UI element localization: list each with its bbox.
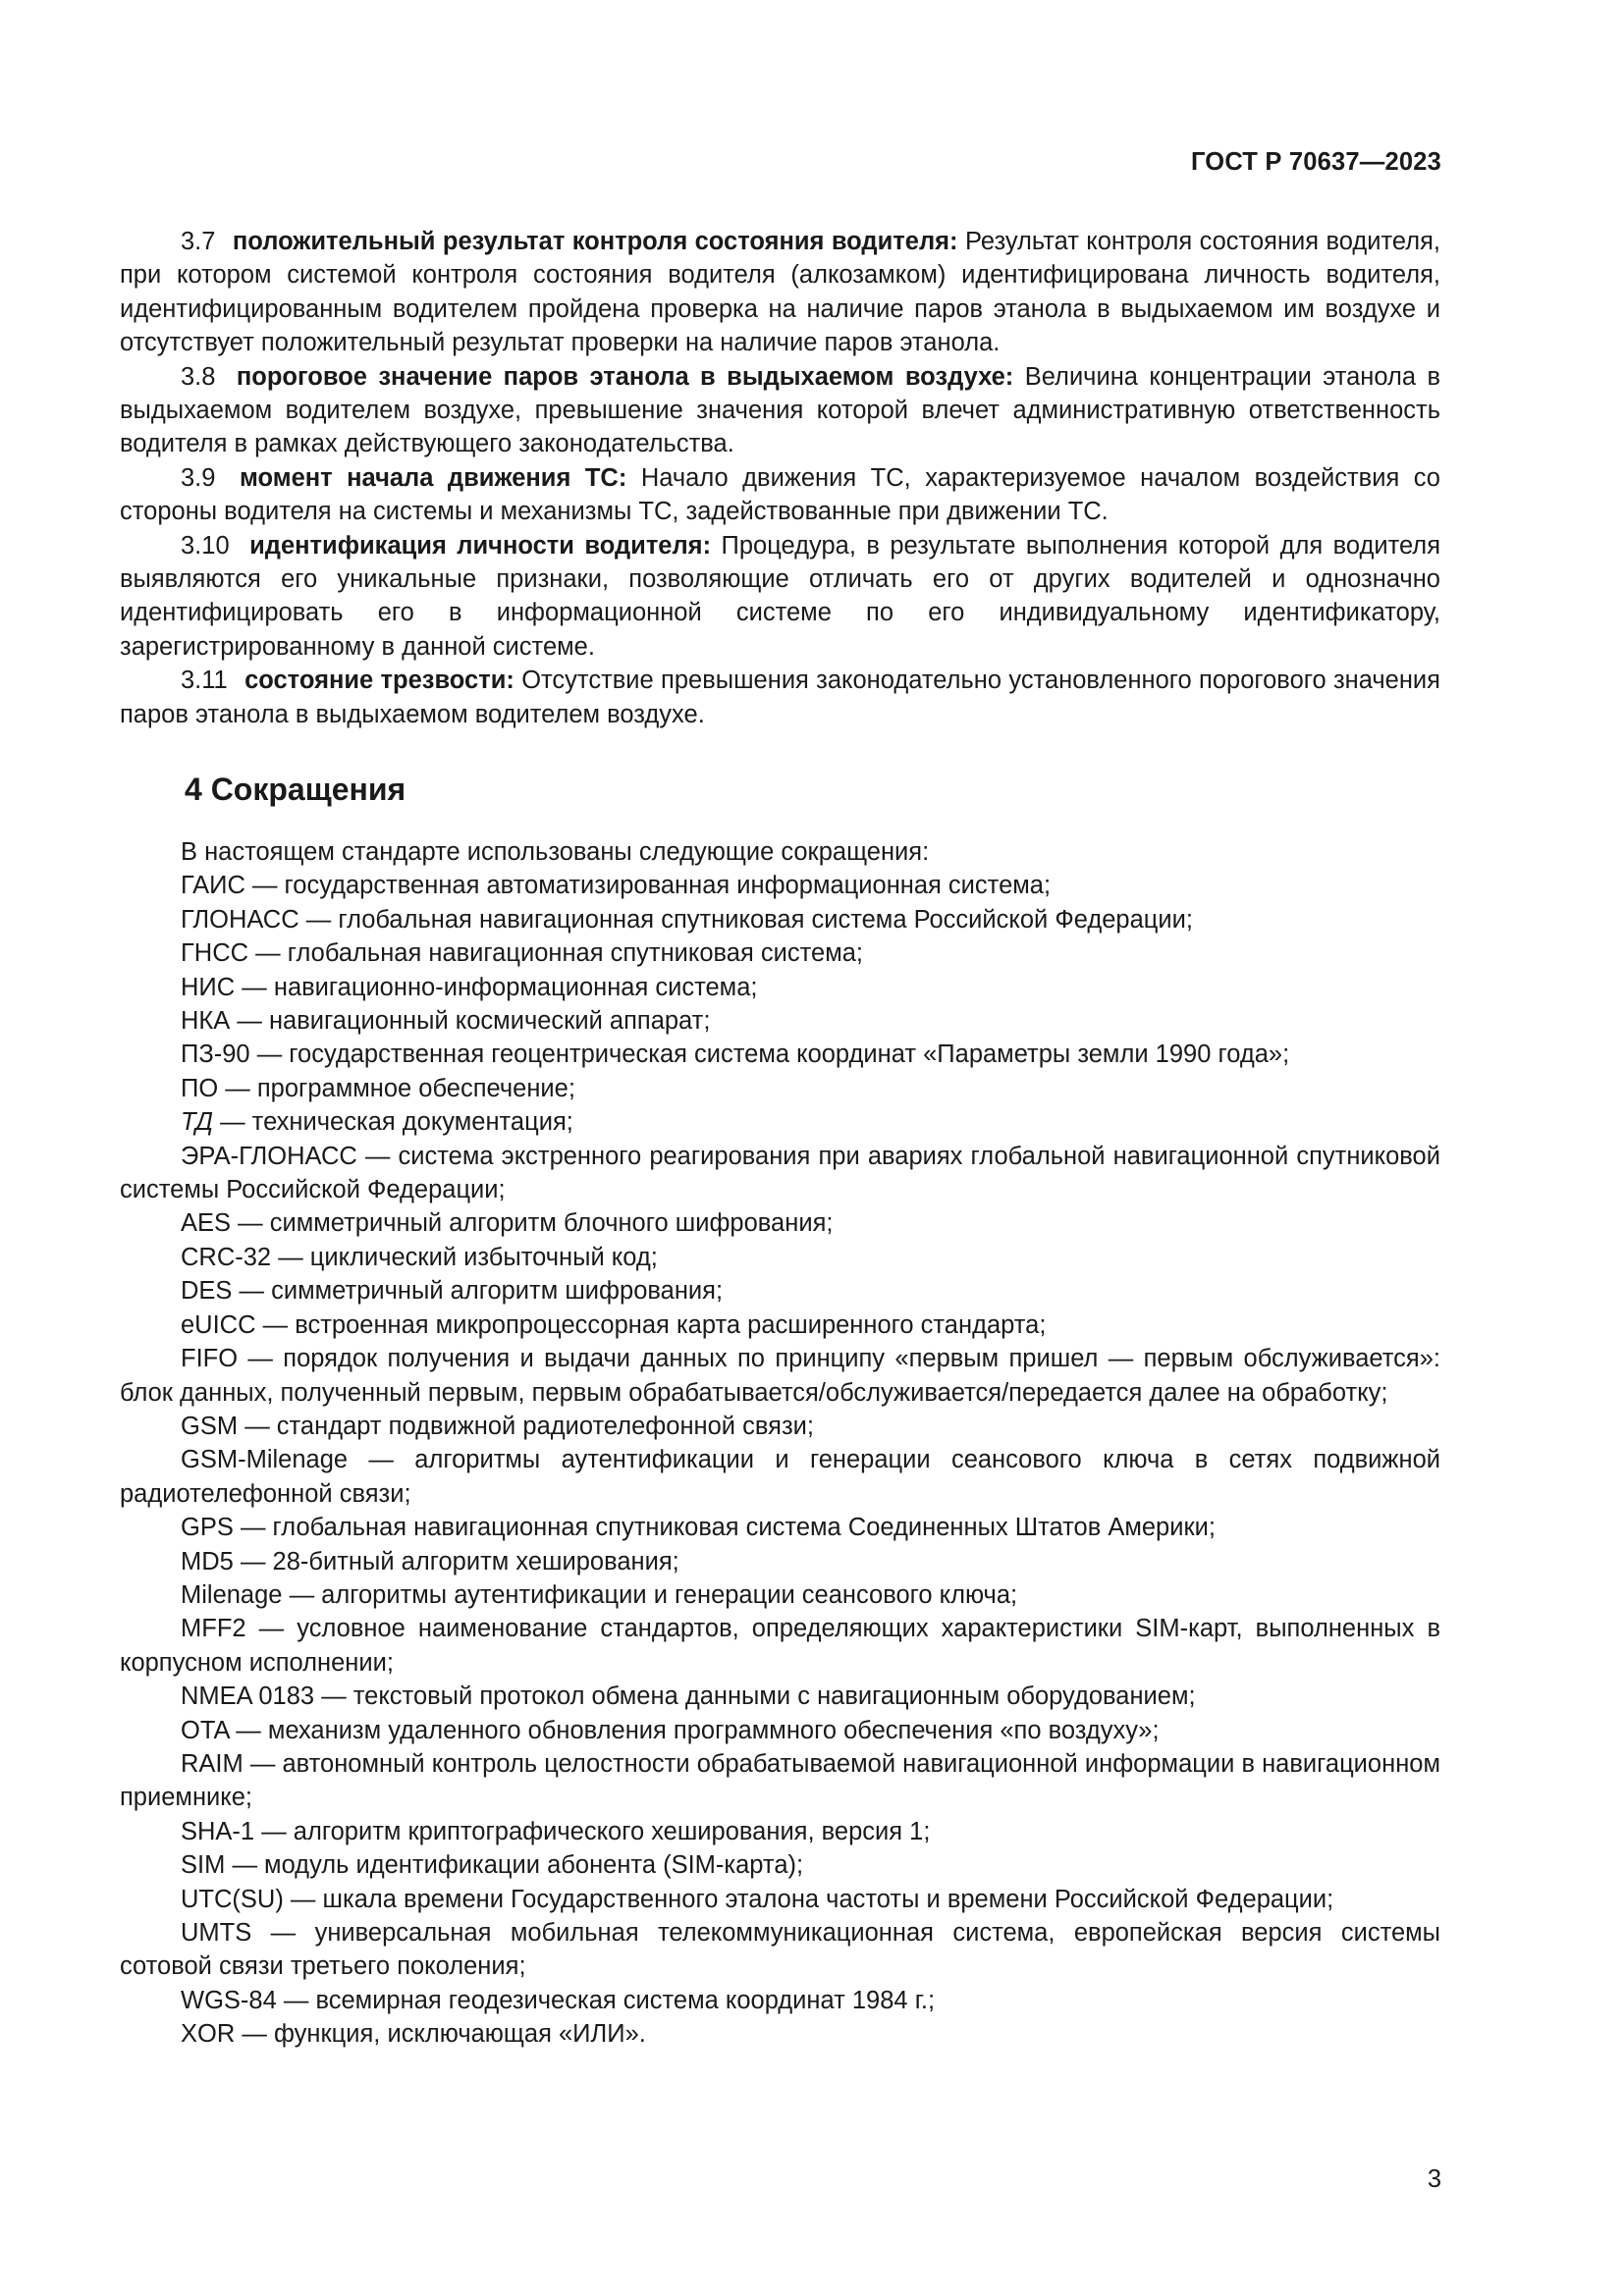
abbreviation-term: MD5 bbox=[181, 1547, 234, 1575]
abbreviation-item bbox=[120, 1714, 1440, 1747]
page-number: 3 bbox=[1427, 2165, 1441, 2193]
abbreviation-term: GSM-Milenage bbox=[181, 1446, 349, 1474]
document-code: ГОСТ Р 70637—2023 bbox=[1190, 148, 1441, 176]
definition-number: 3.8 bbox=[181, 362, 216, 391]
definition-item bbox=[120, 664, 1440, 731]
abbreviation-description: механизм удаленного обновления программного обеспечения «по воздуху»; bbox=[267, 1716, 1160, 1744]
abbreviation-item bbox=[120, 1883, 1440, 1916]
abbreviation-item bbox=[120, 1443, 1440, 1511]
abbreviation-description: всемирная геодезическая система координат 1984 г.; bbox=[315, 1986, 936, 2014]
abbreviation-description: глобальная навигационная спутниковая система; bbox=[287, 939, 864, 968]
abbreviation-term: GSM bbox=[181, 1412, 239, 1440]
definition-number: 3.10 bbox=[181, 531, 230, 560]
abbreviation-dash: — bbox=[237, 1007, 262, 1036]
abbreviation-term: SHA-1 bbox=[181, 1817, 255, 1845]
abbreviation-item bbox=[120, 1038, 1440, 1071]
definition-term: идентификация личности водителя: bbox=[249, 531, 712, 560]
definition-item bbox=[120, 225, 1440, 360]
abbreviation-dash: — bbox=[251, 872, 278, 900]
definition-text: Величина концентрации этанола в выдыхаемом водителем воздухе, превышение значения которой влечет административную ответственность водителя в рамках действующего законодательства. bbox=[120, 362, 1440, 458]
abbreviation-description: автономный контроль целостности обрабатываемой навигационной информации в навигационном приемнике; bbox=[120, 1749, 1440, 1812]
abbreviation-description: симметричный алгоритм шифрования; bbox=[271, 1277, 724, 1306]
abbreviation-term: OTA bbox=[181, 1716, 230, 1744]
abbreviation-term: Milenage bbox=[181, 1580, 283, 1609]
abbreviation-description: государственная автоматизированная информационная система; bbox=[284, 872, 1052, 900]
abbreviation-dash: — bbox=[239, 1277, 265, 1306]
abbreviation-description: глобальная навигационная спутниковая система Соединенных Штатов Америки; bbox=[272, 1514, 1216, 1542]
abbreviation-dash: — bbox=[220, 1108, 245, 1137]
abbreviation-term: SIM bbox=[181, 1851, 226, 1880]
abbreviation-dash: — bbox=[232, 1851, 257, 1880]
abbreviation-dash: — bbox=[240, 1547, 266, 1575]
definition-text: Начало движения ТС, характеризуемое началом воздействия со стороны водителя на системы и механизмы ТС, задействованные при движении ТС. bbox=[120, 463, 1440, 526]
definition-term: пороговое значение паров этанола в выдыхаемом воздухе: bbox=[236, 362, 1014, 391]
definition-number: 3.9 bbox=[181, 463, 216, 492]
abbreviation-dash: — bbox=[364, 1142, 391, 1170]
abbreviation-description: 28-битный алгоритм хеширования; bbox=[272, 1547, 679, 1575]
abbreviation-term: UTC(SU) bbox=[181, 1885, 284, 1913]
abbreviation-item bbox=[120, 971, 1440, 1004]
abbreviation-dash: — bbox=[236, 1716, 261, 1744]
definitions-block bbox=[120, 225, 1440, 731]
definition-item bbox=[120, 529, 1440, 665]
abbreviation-description: универсальная мобильная телекоммуникационная система, европейская версия системы сотовой связи третьего поколения; bbox=[120, 1919, 1441, 1981]
definition-text: Отсутствие превышения законодательно установленного порогового значения паров этанола в выдыхаемом водителем воздухе. bbox=[120, 667, 1440, 728]
abbreviation-item bbox=[120, 1241, 1440, 1274]
abbreviation-item bbox=[120, 1072, 1440, 1105]
abbreviation-description: циклический избыточный код; bbox=[309, 1243, 658, 1271]
abbreviation-description: алгоритмы аутентификации и генерации сеансового ключа в сетях подвижной радиотелефонной связи; bbox=[120, 1446, 1440, 1508]
abbreviation-dash: — bbox=[242, 2020, 267, 2049]
abbreviation-item bbox=[120, 936, 1440, 970]
abbreviation-description: функция, исключающая «ИЛИ». bbox=[273, 2020, 646, 2049]
abbreviation-dash: — bbox=[249, 1749, 276, 1778]
abbreviation-description: навигационный космический аппарат; bbox=[268, 1007, 711, 1036]
abbreviation-item bbox=[120, 1274, 1440, 1308]
abbreviation-description: текстовый протокол обмена данными с навигационным оборудованием; bbox=[352, 1682, 1196, 1711]
abbreviation-term: WGS-84 bbox=[181, 1986, 277, 2014]
abbreviation-dash: — bbox=[244, 1412, 270, 1440]
abbreviation-term: MFF2 bbox=[181, 1615, 246, 1643]
abbreviation-item bbox=[120, 1747, 1440, 1815]
definition-item bbox=[120, 461, 1440, 529]
abbreviation-item bbox=[120, 1984, 1440, 2017]
abbreviation-dash: — bbox=[240, 1514, 266, 1542]
abbreviation-dash: — bbox=[290, 1885, 316, 1913]
abbreviation-description: программное обеспечение; bbox=[256, 1074, 575, 1102]
abbreviation-term: CRC-32 bbox=[181, 1243, 272, 1271]
definition-number: 3.11 bbox=[181, 667, 228, 695]
abbreviation-item bbox=[120, 903, 1440, 936]
abbreviation-term: GPS bbox=[181, 1514, 234, 1542]
abbreviation-item bbox=[120, 869, 1440, 902]
abbreviation-item bbox=[120, 1578, 1440, 1612]
abbreviation-item bbox=[120, 1410, 1440, 1443]
abbreviation-item bbox=[120, 1511, 1440, 1544]
abbreviation-dash: — bbox=[238, 1209, 263, 1238]
abbreviation-description: государственная геоцентрическая система координат «Параметры земли 1990 года»; bbox=[289, 1041, 1290, 1069]
abbreviation-description: система экстренного реагирования при авариях глобальной навигационной спутниковой системы Российской Федерации; bbox=[120, 1142, 1440, 1204]
abbreviation-item bbox=[120, 1916, 1440, 1984]
abbreviation-item bbox=[120, 2017, 1440, 2051]
abbreviation-description: алгоритм криптографического хеширования, версия 1; bbox=[293, 1817, 931, 1845]
abbreviation-term: ПЗ-90 bbox=[181, 1041, 250, 1069]
abbreviation-description: симметричный алгоритм блочного шифрования; bbox=[269, 1209, 834, 1238]
abbreviation-description: техническая документация; bbox=[251, 1108, 573, 1137]
definition-term: состояние трезвости: bbox=[244, 667, 514, 695]
abbreviation-term: NMEA 0183 bbox=[181, 1682, 315, 1711]
abbreviation-dash: — bbox=[278, 1243, 303, 1271]
abbreviation-term: НИС bbox=[181, 973, 236, 1001]
abbreviation-term: ЭРА-ГЛОНАСС bbox=[181, 1142, 357, 1170]
abbreviation-dash: — bbox=[256, 1041, 283, 1069]
abbreviation-dash: — bbox=[270, 1919, 297, 1947]
definition-text: Процедура, в результате выполнения которой для водителя выявляются его уникальные признаки, позволяющие отличать его от других водителей и однозначно идентифицировать его в информационной системе по его индивидуальному идентификатору, зарегистрированному в данной системе. bbox=[120, 531, 1440, 661]
abbreviations-list bbox=[120, 835, 1440, 2052]
abbreviation-term: FIFO bbox=[181, 1345, 239, 1373]
abbreviation-term: XOR bbox=[181, 2020, 236, 2049]
abbreviation-item bbox=[120, 1612, 1440, 1680]
definition-number: 3.7 bbox=[181, 228, 216, 255]
definition-item bbox=[120, 360, 1440, 461]
abbreviation-item bbox=[120, 1105, 1440, 1139]
abbreviation-description: шкала времени Государственного эталона частоты и времени Российской Федерации; bbox=[322, 1885, 1334, 1913]
definition-text: Результат контроля состояния водителя, при котором системой контроля состояния водителя (алкозамком) идентифицирована личность водителя, идентифицированным водителем пройдена проверка на наличие паров этанола в выдыхаемом им воздухе и отсутствует положительный результат проверки на наличие паров этанола. bbox=[120, 228, 1440, 357]
abbreviation-item bbox=[120, 1815, 1440, 1848]
abbreviation-description: алгоритмы аутентификации и генерации сеансового ключа; bbox=[321, 1580, 1018, 1609]
abbreviation-dash: — bbox=[305, 905, 332, 934]
abbreviation-item bbox=[120, 1680, 1440, 1713]
abbreviation-description: порядок получения и выдачи данных по принципу «первым пришел — первым обслуживается»: блок данных, полученный первым, первым обрабатывается/обслуживается/передается далее на обработку; bbox=[120, 1345, 1440, 1407]
abbreviation-description: встроенная микропроцессорная карта расширенного стандарта; bbox=[295, 1310, 1047, 1339]
abbreviation-item bbox=[120, 1545, 1440, 1578]
abbreviation-term: ГНСС bbox=[181, 939, 249, 968]
section-heading: 4 Сокращения bbox=[185, 772, 406, 807]
abbreviation-item bbox=[120, 1308, 1440, 1342]
abbreviation-description: навигационно-информационная система; bbox=[273, 973, 758, 1001]
abbreviation-term: eUICC bbox=[181, 1310, 256, 1339]
abbreviation-dash: — bbox=[225, 1074, 250, 1102]
abbreviation-dash: — bbox=[242, 973, 267, 1001]
abbreviation-item bbox=[120, 1342, 1440, 1410]
abbreviation-term: ГЛОНАСС bbox=[181, 905, 299, 934]
abbreviation-dash: — bbox=[289, 1580, 315, 1609]
abbreviation-description: условное наименование стандартов, определяющих характеристики SIM-карт, выполненных в корпусном исполнении; bbox=[120, 1615, 1440, 1677]
abbreviation-term: AES bbox=[181, 1209, 232, 1238]
abbreviation-term: UMTS bbox=[181, 1919, 252, 1947]
abbreviation-item bbox=[120, 1140, 1440, 1207]
abbreviation-dash: — bbox=[255, 939, 281, 968]
abbreviation-term: RAIM bbox=[181, 1749, 244, 1778]
abbreviation-item bbox=[120, 1004, 1440, 1038]
abbreviation-item bbox=[120, 1206, 1440, 1240]
abbreviation-dash: — bbox=[261, 1817, 287, 1845]
abbreviation-term: DES bbox=[181, 1277, 233, 1306]
abbreviation-term: ТД bbox=[181, 1108, 213, 1137]
abbreviation-dash: — bbox=[283, 1986, 309, 2014]
abbreviations-intro: В настоящем стандарте использованы следующие сокращения: bbox=[181, 838, 930, 866]
abbreviation-term: ПО bbox=[181, 1074, 219, 1102]
definition-term: момент начала движения ТС: bbox=[239, 463, 627, 492]
abbreviation-dash: — bbox=[368, 1446, 394, 1474]
abbreviation-dash: — bbox=[258, 1615, 285, 1643]
abbreviation-dash: — bbox=[321, 1682, 347, 1711]
abbreviation-term: ГАИС bbox=[181, 872, 245, 900]
abbreviation-description: глобальная навигационная спутниковая система Российской Федерации; bbox=[338, 905, 1193, 934]
abbreviation-description: модуль идентификации абонента (SIM-карта); bbox=[264, 1851, 804, 1880]
abbreviation-description: стандарт подвижной радиотелефонной связи; bbox=[276, 1412, 814, 1440]
abbreviation-term: НКА bbox=[181, 1007, 231, 1036]
abbreviation-dash: — bbox=[247, 1345, 273, 1373]
abbreviation-dash: — bbox=[262, 1310, 289, 1339]
abbreviation-item bbox=[120, 1848, 1440, 1882]
definition-term: положительный результат контроля состояния водителя: bbox=[232, 228, 958, 255]
